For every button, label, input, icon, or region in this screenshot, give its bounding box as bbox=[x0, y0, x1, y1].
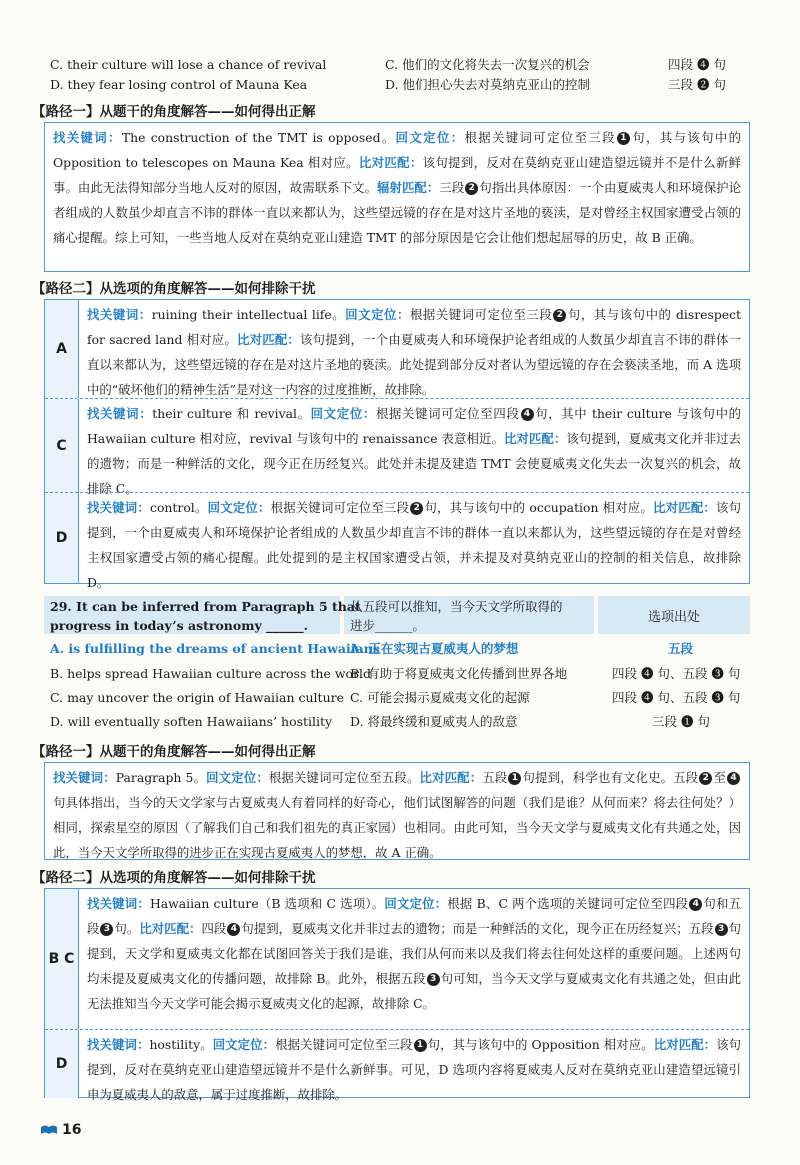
sentence-number-icon: 4 bbox=[227, 923, 240, 936]
q28-option-d-section bbox=[45, 492, 749, 590]
text: 该句提到，反对在莫纳克亚山建造望远镜并不是什么新鲜事。可见，D 选项内容将夏威夷人反对在莫纳克亚山建造望远镜引申为夏威夷人的敌意，属于过度推断，故排除。 bbox=[87, 1037, 742, 1102]
sentence-number-icon: 4 bbox=[521, 408, 534, 421]
keyword-label: 找关键词： bbox=[53, 130, 122, 145]
q29-option-bc-text bbox=[79, 889, 749, 1029]
match-label: 比对匹配： bbox=[503, 431, 567, 446]
text: 该句提到，一个由夏威夷人和环境保护论者组成的人数虽少却直言不讳的群体一直以来都认为，这些望远镜的存在是对这片圣地的亵渎。此处提到部分反对者认为望远镜的存在会亵渎圣地，而 A 选项中的“破坏他们的精神生活”是对这一内容的过度推断，故排除。 bbox=[87, 332, 742, 397]
radiate-label: 辐射匹配： bbox=[377, 180, 440, 195]
q29-option-d-src: 三段 ❶ 句 bbox=[652, 714, 710, 729]
prev-option-c-en: C. their culture will lose a chance of revival bbox=[50, 57, 327, 72]
text: 至 bbox=[713, 770, 727, 785]
page-number bbox=[40, 1122, 81, 1138]
text: 句，其与该句中的 Opposition to telescopes on Mauna Kea 相对应。 bbox=[53, 130, 742, 170]
prev-option-c-zh: C. 他们的文化将失去一次复兴的机会 bbox=[385, 57, 590, 72]
keyword-label: 找关键词： bbox=[87, 1037, 150, 1052]
locate-label: 回文定位： bbox=[395, 130, 465, 145]
q29-option-a-src: 五段 bbox=[668, 641, 694, 656]
sentence-number-icon: 2 bbox=[699, 772, 712, 785]
text: 该句提到，反对在莫纳克亚山建造望远镜并不是什么新鲜事。由此无法得知部分当地人反对的原因，故需联系下文。 bbox=[53, 155, 742, 195]
match-label: 比对匹配： bbox=[653, 500, 717, 515]
sentence-number-icon: 3 bbox=[427, 973, 440, 986]
prev-option-c-src: 四段 ❹ 句 bbox=[668, 57, 726, 72]
option-label: B C bbox=[45, 889, 79, 1029]
text: 句指出具体原因：一个由夏威夷人和环境保护论者组成的人数虽少却直言不讳的群体一直以来都认为，这些望远镜的存在是对这片圣地的亵渎，是对曾经主权国家遭受占领的痛心提醒。综上可知，一些当地人反对在莫纳克亚山建造 TMT 的部分原因是它会让他们想起屈辱的历史，故 B 正确。 bbox=[53, 180, 742, 245]
prev-option-d-zh: D. 他们担心失去对莫纳克亚山的控制 bbox=[385, 77, 591, 92]
text: Paragraph 5。 bbox=[115, 770, 207, 785]
sentence-number-icon: 1 bbox=[508, 772, 521, 785]
keyword-label: 找关键词： bbox=[87, 406, 153, 421]
text: 句提到，夏威夷文化并非过去的遗物；而是一种鲜活的文化，现今正在历经复兴；五段 bbox=[241, 921, 714, 936]
text: 该句提到，夏威夷文化并非过去的遗物；而是一种鲜活的文化，现今正在历经复兴。此处并未提及建造 TMT 会使夏威夷文化失去一次复兴的机会，故排除 C。 bbox=[87, 431, 742, 496]
match-label: 比对匹配： bbox=[419, 770, 483, 785]
q29-option-b-zh: B. 有助于将夏威夷文化传播到世界各地 bbox=[350, 666, 568, 681]
text: 根据关键词可定位至四段 bbox=[375, 406, 520, 421]
q28-option-a-text bbox=[79, 300, 749, 398]
text: 句提到，科学也有文化史。五段 bbox=[522, 770, 699, 785]
text: 句，其与该句中的 Opposition 相对应。 bbox=[427, 1037, 654, 1052]
sentence-number-icon: 3 bbox=[715, 923, 728, 936]
sentence-number-icon: 2 bbox=[553, 309, 566, 322]
prev-option-d-en: D. they fear losing control of Mauna Kea bbox=[50, 77, 308, 92]
q29-option-c-en: C. may uncover the origin of Hawaiian culture bbox=[50, 690, 345, 705]
text: 句具体指出，当今的天文学家与古夏威夷人有着同样的好奇心，他们试图解答的问题（我们是谁？从何而来？将去往何处？）相同，探索星空的原因（了解我们自己和我们祖先的真正家园）也相同。由此可知，当今天文学与夏威夷文化有共通之处，因此，当今天文学所取得的进步正在实现古夏威夷人的梦想，故 A 正确。 bbox=[53, 795, 741, 860]
option-label: D bbox=[45, 1030, 79, 1098]
q29-option-d-en: D. will eventually soften Hawaiians’ hostility bbox=[50, 714, 333, 729]
keyword-label: 找关键词： bbox=[53, 770, 116, 785]
match-label: 比对匹配： bbox=[237, 332, 301, 347]
page-number-text: 16 bbox=[62, 1122, 82, 1138]
q29-option-bc-section bbox=[45, 889, 749, 1029]
sentence-number-icon: 1 bbox=[414, 1039, 427, 1052]
text: ruining their intellectual life。 bbox=[151, 307, 346, 322]
text: 句。 bbox=[114, 921, 140, 936]
text: 句提到，天文学和夏威夷文化都在试图回答关于我们是谁，我们从何而来以及我们将去往何处这样的重要问题。上述两句均未提及夏威夷文化的传播问题，故排除 B。此外，根据五段 bbox=[87, 921, 742, 986]
text: 三段 bbox=[439, 180, 465, 195]
text: control。 bbox=[150, 500, 208, 515]
text: 根据 B、C 两个选项的关键词可定位至四段 bbox=[447, 896, 689, 911]
sentence-number-icon: 2 bbox=[465, 182, 478, 195]
q28-path1-box bbox=[44, 122, 750, 272]
option-label: A bbox=[45, 300, 79, 398]
text: 句，其与该句中的 occupation 相对应。 bbox=[424, 500, 654, 515]
text: The construction of the TMT is opposed。 bbox=[121, 130, 396, 145]
q29-option-b-en: B. helps spread Hawaiian culture across the world bbox=[50, 666, 372, 681]
q28-option-c-section bbox=[45, 398, 749, 496]
q29-path1-box bbox=[44, 762, 750, 860]
keyword-label: 找关键词： bbox=[87, 896, 150, 911]
text: their culture 和 revival。 bbox=[152, 406, 311, 421]
q29-option-c-zh: C. 可能会揭示夏威夷文化的起源 bbox=[350, 690, 530, 705]
keyword-label: 找关键词： bbox=[87, 307, 152, 322]
q29-option-c-src: 四段 ❹ 句、五段 ❸ 句 bbox=[612, 690, 741, 705]
q29-option-a-zh: A. 正在实现古夏威夷人的梦想 bbox=[350, 641, 519, 656]
text: 根据关键词可定位至五段。 bbox=[268, 770, 420, 785]
source-column-header: 选项出处 bbox=[598, 596, 750, 634]
text: hostility。 bbox=[149, 1037, 213, 1052]
sentence-number-icon: 3 bbox=[100, 923, 113, 936]
q29-option-d-section bbox=[45, 1029, 749, 1102]
sentence-number-icon: 4 bbox=[727, 772, 740, 785]
locate-label: 回文定位： bbox=[345, 307, 410, 322]
text: 句可知，当今天文学与夏威夷文化有共通之处，但由此无法推知当今天文学可能会揭示夏威夷文化的起源，故排除 C。 bbox=[87, 971, 742, 1011]
q29-stem-en-2: progress in today’s astronomy ______. bbox=[50, 618, 308, 633]
q29-stem-zh-2: 进步______。 bbox=[350, 618, 426, 633]
text: 句和五段 bbox=[87, 896, 742, 936]
locate-label: 回文定位： bbox=[384, 896, 448, 911]
q29-option-a-en: A. is fulfilling the dreams of ancient Hawaiians bbox=[50, 641, 380, 656]
q29-option-d-zh: D. 将最终缓和夏威夷人的敌意 bbox=[350, 714, 518, 729]
match-label: 比对匹配： bbox=[139, 921, 202, 936]
text: 句，其中 their culture 与该句中的 Hawaiian culture 相对应，revival 与该句中的 renaissance 表意相近。 bbox=[87, 406, 742, 446]
option-label: D bbox=[45, 493, 79, 583]
locate-label: 回文定位： bbox=[206, 770, 269, 785]
prev-option-d-src: 三段 ❷ 句 bbox=[668, 77, 726, 92]
q29-path1-text bbox=[45, 763, 749, 867]
book-icon bbox=[40, 1124, 58, 1136]
q28-path2-box bbox=[44, 299, 750, 590]
q28-option-a-section bbox=[45, 300, 749, 398]
match-label: 比对匹配： bbox=[653, 1037, 717, 1052]
text: 根据关键词可定位至三段 bbox=[275, 1037, 413, 1052]
text: Hawaiian culture（B 选项和 C 选项）。 bbox=[149, 896, 385, 911]
q29-stem-en-1: 29. It can be inferred from Paragraph 5 that bbox=[50, 599, 361, 614]
text: 根据关键词可定位至三段 bbox=[409, 307, 553, 322]
q29-stem-zh-1: 从五段可以推知，当今天文学所取得的 bbox=[350, 599, 563, 614]
q28-path2-header: 【路径二】从选项的角度解答——如何排除干扰 bbox=[32, 281, 316, 297]
sentence-number-icon: 2 bbox=[410, 502, 423, 515]
option-label: C bbox=[45, 399, 79, 493]
locate-label: 回文定位： bbox=[310, 406, 376, 421]
q29-option-d-text bbox=[79, 1030, 749, 1102]
q29-path2-header: 【路径二】从选项的角度解答——如何排除干扰 bbox=[32, 870, 316, 886]
locate-label: 回文定位： bbox=[212, 1037, 276, 1052]
text: 根据关键词可定位至三段 bbox=[270, 500, 410, 515]
q29-path1-header: 【路径一】从题干的角度解答——如何得出正解 bbox=[32, 744, 316, 760]
locate-label: 回文定位： bbox=[207, 500, 271, 515]
q29-path2-box bbox=[44, 888, 750, 1102]
keyword-label: 找关键词： bbox=[87, 500, 151, 515]
match-label: 比对匹配： bbox=[358, 155, 423, 170]
q29-option-b-src: 四段 ❹ 句、五段 ❸ 句 bbox=[612, 666, 741, 681]
text: 句，其与该句中的 disrespect for sacred land 相对应。 bbox=[87, 307, 742, 347]
text: 该句提到，一个由夏威夷人和环境保护论者组成的人数虽少却直言不讳的群体一直以来都认为，这些望远镜的存在是对曾经主权国家遭受占领的痛心提醒。此处提到的是主权国家遭受占领，并未提及对莫纳克亚山的控制的相关信息，故排除 D。 bbox=[87, 500, 742, 590]
q28-option-d-text bbox=[79, 493, 749, 590]
q28-path1-header: 【路径一】从题干的角度解答——如何得出正解 bbox=[32, 104, 316, 120]
sentence-number-icon: 1 bbox=[617, 132, 630, 145]
q28-option-c-text bbox=[79, 399, 749, 496]
text: 四段 bbox=[201, 921, 227, 936]
q28-path1-text bbox=[45, 123, 749, 252]
sentence-number-icon: 4 bbox=[689, 898, 702, 911]
text: 根据关键词可定位至三段 bbox=[464, 130, 616, 145]
text: 五段 bbox=[482, 770, 508, 785]
